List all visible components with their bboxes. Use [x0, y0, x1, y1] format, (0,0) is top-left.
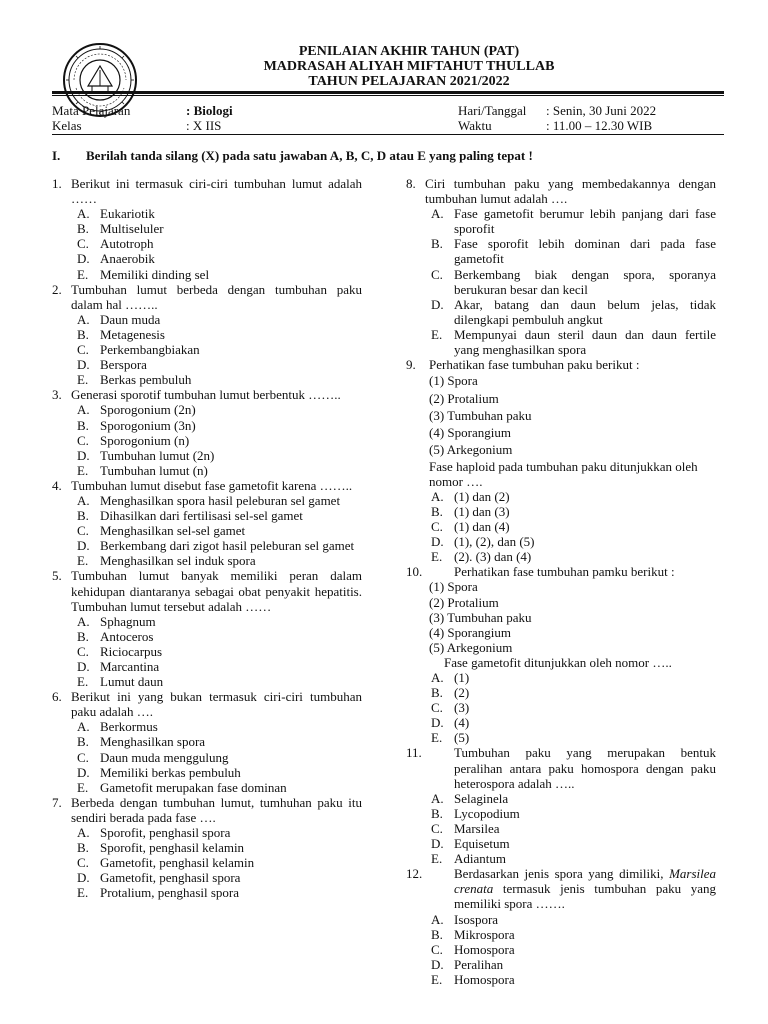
list-item: (3) Tumbuhan paku	[429, 407, 532, 423]
option[interactable]: B. Antoceros	[77, 628, 154, 644]
option[interactable]: C. (3)	[431, 700, 470, 716]
option[interactable]: B. Metagenesis	[77, 326, 165, 342]
question-12: 12. Berdasarkan jenis spora yang dimiliki, Marsilea crenata termasuk jenis tumbuhan paku yang memiliki spora …….	[406, 866, 717, 912]
class-label: Kelas	[52, 118, 82, 133]
question-3: 3. Generasi sporotif tumbuhan lumut berbentuk ……..	[52, 387, 341, 403]
option[interactable]: A. Menghasilkan spora hasil peleburan sel gamet	[77, 492, 341, 508]
list-item: (4) Sporangium	[429, 425, 511, 441]
list-item: (1) Spora	[429, 579, 478, 595]
option[interactable]: A. Isospora	[431, 911, 499, 927]
option[interactable]: D. Berkembang dari zigot hasil peleburan sel gamet	[77, 538, 355, 554]
option[interactable]: B. Sporogonium (3n)	[77, 417, 196, 433]
question-10: 10. Perhatikan fase tumbuhan pamku berikut :	[406, 564, 675, 580]
question-5: 5. Tumbuhan lumut banyak memiliki peran dalam kehidupan diantaranya sebagai obat penyakit hepatitis. Tumbuhan lumut tersebut adalah ……	[52, 568, 362, 614]
option[interactable]: A. Daun muda	[77, 311, 161, 327]
list-item: (2) Protalium	[429, 594, 499, 610]
option[interactable]: B. (1) dan (3)	[431, 503, 510, 519]
option[interactable]: D. Marcantina	[77, 659, 160, 674]
list-item: (5) Arkegonium	[429, 442, 513, 458]
option[interactable]: B. Multiseluler	[77, 221, 164, 237]
option[interactable]: D. Berspora	[77, 357, 147, 373]
exam-header	[150, 44, 668, 89]
option[interactable]: E. Lumut daun	[77, 674, 164, 690]
option[interactable]: E. (5)	[431, 730, 470, 746]
option[interactable]: E. Gametofit merupakan fase dominan	[77, 779, 287, 795]
option[interactable]: C. Berkembang biak dengan spora, sporanya berukuran besar dan kecil	[431, 266, 716, 297]
info-rule	[52, 134, 724, 135]
option[interactable]: E. Berkas pembuluh	[77, 372, 192, 388]
list-item: (2) Protalium	[429, 390, 499, 406]
option[interactable]: A. Eukariotik	[77, 206, 155, 222]
subject-value: : Biologi	[186, 103, 233, 118]
subject-label: Mata Pelajaran	[52, 103, 131, 118]
list-item: (5) Arkegonium	[429, 639, 513, 655]
option[interactable]: B. (2)	[431, 685, 470, 701]
option[interactable]: D. Memiliki berkas pembuluh	[77, 764, 241, 780]
option[interactable]: E. Homospora	[431, 971, 515, 987]
option[interactable]: A. (1) dan (2)	[431, 488, 510, 504]
option[interactable]: B. Fase sporofit lebih dominan dari pada fase gametofit	[431, 236, 716, 267]
header-school: MADRASAH ALIYAH MIFTAHUT THULLAB	[263, 59, 555, 74]
right-column	[406, 176, 716, 987]
option[interactable]: E. (2). (3) dan (4)	[431, 549, 532, 565]
question-1: 1. Berikut ini termasuk ciri-ciri tumbuhan lumut adalah ……	[52, 176, 362, 207]
exam-info-right	[458, 103, 656, 133]
option[interactable]: A. Sporofit, penghasil spora	[77, 825, 231, 841]
question-11: 11. Tumbuhan paku yang merupakan bentuk peralihan antara paku homospora dengan paku heterospora adalah …..	[406, 745, 716, 791]
option[interactable]: A. Sporogonium (2n)	[77, 402, 196, 418]
option[interactable]: D. Equisetum	[431, 836, 510, 852]
option[interactable]: A. (1)	[431, 670, 470, 686]
option[interactable]: E. Menghasilkan sel induk spora	[77, 553, 256, 569]
instruction-text: Berilah tanda silang (X) pada satu jawaban A, B, C, D atau E yang paling tepat !	[86, 148, 533, 163]
option[interactable]: E. Memiliki dinding sel	[77, 266, 210, 282]
option[interactable]: C. Homospora	[431, 941, 515, 957]
question-7: 7. Berbeda dengan tumbuhan lumut, tumhuhan paku itu sendiri berada pada fase ….	[52, 794, 362, 825]
instruction	[52, 148, 732, 163]
question-9-stem: Fase haploid pada tumbuhan paku ditunjukkan oleh nomor ….	[429, 458, 698, 489]
exam-info-left	[52, 103, 233, 133]
header-year: TAHUN PELAJARAN 2021/2022	[308, 74, 510, 89]
question-8: 8. Ciri tumbuhan paku yang membedakannya dengan tumbuhan lumut adalah ….	[406, 176, 716, 207]
option[interactable]: D. Gametofit, penghasil spora	[77, 870, 241, 886]
option[interactable]: C. Daun muda menggulung	[77, 749, 229, 765]
header-rule-thick	[52, 91, 724, 94]
option[interactable]: B. Menghasilkan spora	[77, 734, 206, 750]
option[interactable]: D. Akar, batang dan daun belum jelas, tidak dilengkapi pembuluh angkut	[431, 296, 716, 327]
option[interactable]: A. Fase gametofit berumur lebih panjang dari fase sporofit	[431, 206, 716, 237]
option[interactable]: B. Mikrospora	[431, 926, 515, 942]
option[interactable]: D. Anaerobik	[77, 251, 155, 267]
option[interactable]: B. Dihasilkan dari fertilisasi sel-sel gamet	[77, 508, 303, 524]
option[interactable]: D. (4)	[431, 715, 470, 731]
option[interactable]: C. Menghasilkan sel-sel gamet	[77, 523, 246, 539]
option[interactable]: C. Gametofit, penghasil kelamin	[77, 855, 255, 871]
left-column	[52, 176, 362, 901]
option[interactable]: C. Sporogonium (n)	[77, 432, 190, 448]
option[interactable]: A. Berkormus	[77, 719, 158, 735]
question-10-stem: Fase gametofit ditunjukkan oleh nomor …..	[444, 654, 672, 670]
option[interactable]: C. Autotroph	[77, 236, 154, 252]
option[interactable]: C. Marsilea	[431, 820, 500, 836]
instruction-number: I.	[52, 148, 61, 163]
option[interactable]: E. Mempunyai daun steril daun dan daun fertile yang menghasilkan spora	[431, 326, 716, 358]
time-value: : 11.00 – 12.30 WIB	[546, 118, 653, 133]
species-name: Marsilea crenata	[454, 866, 717, 897]
question-9: 9. Perhatikan fase tumbuhan paku berikut :	[406, 357, 640, 373]
option[interactable]: A. Selaginela	[431, 790, 509, 806]
option[interactable]: D. Peralihan	[431, 956, 504, 972]
list-item: (1) Spora	[429, 373, 478, 389]
option[interactable]: E. Protalium, penghasil spora	[77, 885, 240, 901]
class-value: : X IIS	[186, 118, 222, 133]
list-item: (4) Sporangium	[429, 624, 511, 640]
time-label: Waktu	[458, 118, 492, 133]
question-4: 4. Tumbuhan lumut disebut fase gametofit karena ……..	[52, 477, 353, 493]
option[interactable]: B. Sporofit, penghasil kelamin	[77, 840, 245, 856]
option[interactable]: C. (1) dan (4)	[431, 519, 510, 535]
option[interactable]: D. Tumbuhan lumut (2n)	[77, 447, 215, 463]
option[interactable]: C. Riciocarpus	[77, 643, 163, 659]
option[interactable]: D. (1), (2), dan (5)	[431, 534, 535, 550]
header-rule-thin	[52, 95, 724, 96]
list-item: (3) Tumbuhan paku	[429, 609, 532, 625]
option[interactable]: C. Perkembangbiakan	[77, 342, 200, 358]
question-6: 6. Berikut ini yang bukan termasuk ciri-ciri tumbuhan paku adalah ….	[52, 689, 362, 720]
option[interactable]: B. Lycopodium	[431, 805, 520, 821]
option[interactable]: E. Tumbuhan lumut (n)	[77, 462, 208, 478]
day-value: : Senin, 30 Juni 2022	[546, 103, 657, 118]
option[interactable]: E. Adiantum	[431, 851, 506, 867]
question-2: 2. Tumbuhan lumut berbeda dengan tumbuhan paku dalam hal ……..	[52, 281, 362, 312]
option[interactable]: A. Sphagnum	[77, 613, 156, 629]
day-label: Hari/Tanggal	[458, 103, 527, 118]
header-title: PENILAIAN AKHIR TAHUN (PAT)	[298, 44, 520, 59]
